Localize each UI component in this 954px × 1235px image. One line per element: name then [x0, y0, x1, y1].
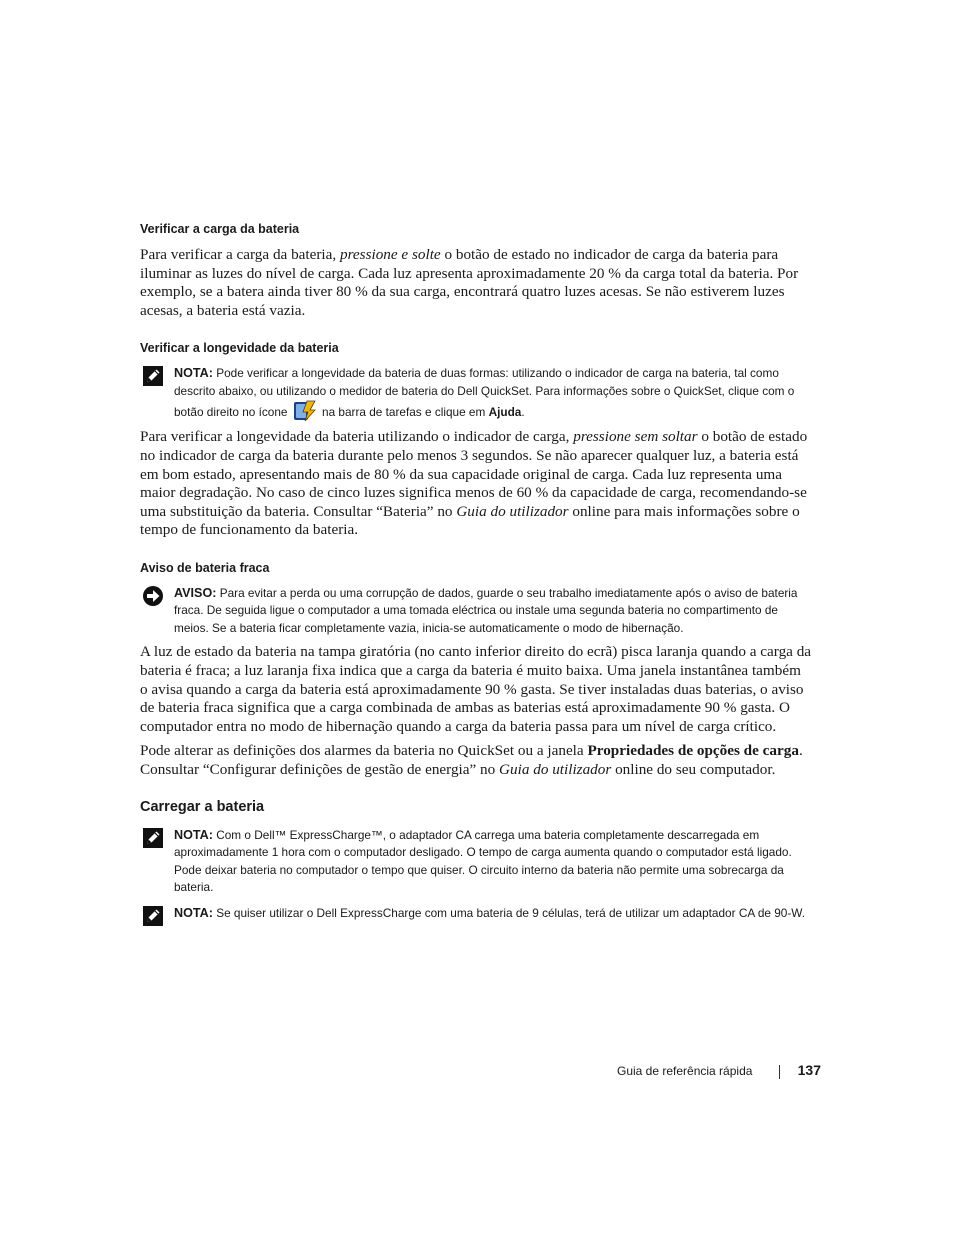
footer-separator — [779, 1065, 780, 1079]
heading-aviso-bateria-fraca: Aviso de bateria fraca — [140, 560, 270, 575]
pencil-note-icon — [142, 365, 164, 387]
paragraph-alarmes: Pode alterar as definições dos alarmes da bateria no QuickSet ou a janela Propriedades de opções de carga. Consultar “Configurar definições de gestão de energia” no Guia do utilizador online do seu computador. — [140, 742, 803, 778]
heading-verificar-longevidade: Verificar a longevidade da bateria — [140, 341, 339, 356]
note-callout-9-celulas: NOTA: Se quiser utilizar o Dell ExpressCharge com uma bateria de 9 células, terá de utilizar um adaptador CA de 90-W. — [140, 905, 812, 923]
notice-callout: AVISO: Para evitar a perda ou uma corrupção de dados, guarde o seu trabalho imediatamente após o aviso de bateria fraca. De seguida ligue o computador a uma tomada eléctrica ou instale uma segunda bateria no compartimento de meios. Se a bateria ficar completamente vazia, inicia-se automaticamente o modo de hibernação. — [140, 585, 812, 638]
quickset-icon[interactable] — [293, 400, 317, 422]
heading-verificar-carga: Verificar a carga da bateria — [140, 222, 300, 236]
paragraph-carga: Para verificar a carga da bateria, pressione e solte o botão de estado no indicador de carga da bateria para iluminar as luzes do nível de carga. Cada luz apresenta aproximadamente 20 % da carga total da bateria. Por exemplo, se a batera ainda tiver 80 % da sua carga, encontrará quatro luzes acesas. Se não estiverem luzes acesas, a bateria está vazia. — [140, 246, 799, 319]
footer-title: Guia de referência rápida — [617, 1064, 753, 1078]
note-callout-quickset: NOTA: Pode verificar a longevidade da bateria de duas formas: utilizando o indicador de carga na bateria, tal como descrito abaixo, ou utilizando o medidor de bateria do Dell QuickSet. Para informações sobre o QuickSet, clique com o botão direito no ícone na barra de tarefas e clique em Ajuda. — [140, 365, 812, 422]
page-number: 137 — [797, 1062, 821, 1078]
paragraph-longevidade: Para verificar a longevidade da bateria utilizando o indicador de carga, pressione sem soltar o botão de estado no indicador de carga da bateria durante pelo menos 3 segundos. Se não aparecer qualquer luz, a bateria está em bom estado, apresentando mais de 80 % da sua capacidade original de carga. Cada luz representa uma maior degradação. No caso de cinco luzes significa menos de 60 % da capacidade de carga, recomendando-se uma substituição da bateria. Consultar “Bateria” no Guia do utilizador online para mais informações sobre o tempo de funcionamento da bateria. — [140, 428, 808, 539]
pencil-note-icon — [142, 827, 164, 849]
pencil-note-icon — [142, 905, 164, 927]
note-callout-expresscharge: NOTA: Com o Dell™ ExpressCharge™, o adaptador CA carrega uma bateria completamente descarregada em aproximadamente 1 hora com o computador desligado. O tempo de carga aumenta quando o computador está ligado. Pode deixar bateria no computador o tempo que quiser. O circuito interno da bateria não permite uma sobrecarga da bateria. — [140, 827, 812, 897]
page-content — [140, 221, 812, 922]
arrow-notice-icon — [142, 585, 164, 607]
heading-carregar-bateria: Carregar a bateria — [140, 798, 265, 815]
paragraph-luz-estado: A luz de estado da bateria na tampa giratória (no canto inferior direito do ecrã) pisca laranja quando a carga da bateria é fraca; a luz laranja fixa indica que a carga da bateria é muito baixa. Uma janela instantânea também o avisa quando a carga da bateria está aproximadamente 90 % gasta. Se tiver instaladas duas baterias, o aviso de bateria fraca significa que a carga combinada de ambas as baterias está aproximadamente 90 % gasta. O computador entra no modo de hibernação quando a carga da bateria passa para um nível de carga crítico. — [140, 643, 812, 735]
